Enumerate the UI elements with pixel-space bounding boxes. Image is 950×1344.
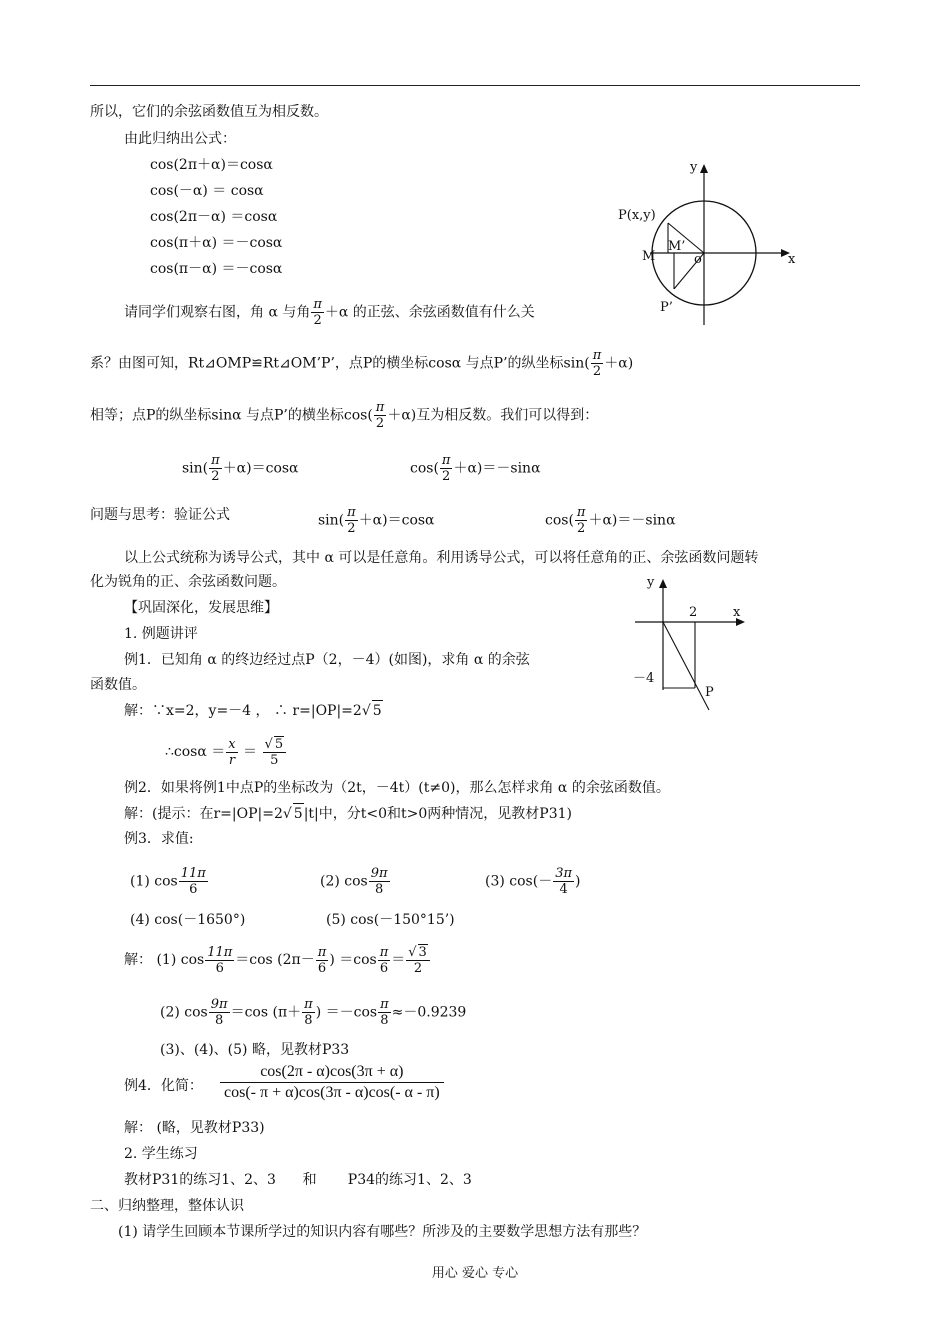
numerator: π (211, 453, 220, 468)
fraction (302, 997, 315, 1028)
radicand: 5 (274, 737, 284, 752)
denominator: 2 (347, 521, 356, 536)
result-formula-2 (410, 453, 541, 484)
numerator: 11π (180, 866, 206, 881)
formula: cos(2π－α) ＝cosα (150, 209, 278, 225)
text-span: ＋α)＝cosα (222, 460, 299, 477)
fraction-pi-over-2 (440, 453, 453, 484)
text-span: 请同学们观察右图，角 α 与角 (124, 304, 311, 321)
text-span: ＋α)＝－sinα (453, 460, 541, 477)
problem-3 (485, 866, 581, 897)
unit-circle-figure (610, 155, 810, 330)
fraction (369, 866, 390, 897)
formula: cos(π＋α) ＝－cosα (150, 235, 283, 251)
text-line: 由此归纳出公式： (124, 131, 236, 147)
answer-1: 解： (1) cos $\frac{11\pi}{6}$ ＝cos (2π－ $\frac{\pi}{6}$ ) ＝cos $\frac{\pi}{6}$ ＝ $\frac{√ 3}{2}$ (124, 944, 431, 976)
example-4-expression (220, 1062, 444, 1103)
figure1-x-label: x (788, 252, 796, 267)
text-line: 函数值。 (90, 677, 146, 693)
sqrt: √ 5 (362, 700, 383, 721)
text-span: ) (575, 873, 581, 890)
text-span: ) ＝－cos (315, 1004, 378, 1021)
numerator: π (379, 944, 389, 960)
text-span: (2) cos (160, 1004, 208, 1021)
text-line: (1) 请学生回顾本节课所学过的知识内容有哪些？所涉及的主要数学思想方法有那些？ (118, 1224, 647, 1240)
fraction (378, 997, 391, 1028)
denominator: 5 (270, 753, 279, 768)
header-rule (90, 85, 860, 86)
figure1-point-p: P(x,y) (618, 208, 656, 223)
fraction-sqrt5-over-5 (263, 736, 287, 768)
denominator: 2 (577, 521, 586, 536)
point-p-figure (625, 570, 775, 715)
numerator: π (375, 400, 385, 415)
fraction-pi-over-2 (374, 400, 387, 431)
radicand: 5 (293, 803, 304, 824)
denominator: 2 (211, 469, 220, 484)
question-label: 问题与思考：验证公式 (90, 507, 230, 523)
denominator: 6 (189, 882, 198, 897)
page-footer: 用心 爱心 专心 (431, 1266, 519, 1281)
text-line: 所以，它们的余弦函数值互为相反数。 (90, 104, 328, 120)
figure1-point-mp: M’ (668, 239, 686, 254)
problem-5: (5) cos(－150°15’) (326, 912, 455, 928)
text-line: 例3．求值: (124, 831, 194, 847)
text-span: 解： (1) cos (124, 952, 205, 968)
denominator: r (228, 752, 236, 768)
numerator: π (380, 997, 389, 1012)
numerator: 3π (555, 866, 573, 881)
text-span: ＋α)＝cosα (358, 512, 435, 529)
text-line: 教材P31的练习1、2、3 和 P34的练习1、2、3 (124, 1172, 472, 1188)
numerator: 9π (210, 997, 228, 1012)
observation-line (124, 297, 535, 328)
text-span: (1) cos (130, 873, 178, 890)
text-span: ∴cosα ＝ (165, 744, 226, 760)
text-line: 例1．已知角 α 的终边经过点P（2，－4）(如图)，求角 α 的余弦 (124, 652, 530, 668)
text-line: (3)、(4)、(5) 略，见教材P33 (160, 1042, 350, 1058)
answer-2 (160, 997, 466, 1028)
denominator: 2 (442, 469, 451, 484)
fraction (209, 997, 230, 1028)
text-span: 解：(提示：在r=|OP|=2 (124, 806, 283, 822)
denominator: 8 (304, 1013, 313, 1028)
figure1-point-pp: P’ (660, 300, 673, 315)
text-span: ≈－0.9239 (391, 1004, 467, 1021)
sqrt: √ 5 (283, 803, 304, 824)
numerator: √ 5 (263, 736, 287, 753)
formula: cos(π－α) ＝－cosα (150, 261, 283, 277)
denominator: cos(- π + α)cos(3π - α)cos(- α - π) (224, 1084, 440, 1101)
denominator: 2 (313, 313, 322, 328)
fraction-pi-over-2 (209, 453, 222, 484)
fraction-x-over-r (226, 737, 237, 768)
numerator: 9π (370, 866, 388, 881)
text-line: 化为锐角的正、余弦函数问题。 (90, 574, 286, 590)
radicand: 3 (418, 945, 427, 960)
text-span: 相等；点P的纵坐标sinα 与点P’的横坐标cos( (90, 407, 373, 424)
figure2-tick-neg4: －4 (633, 671, 655, 686)
fraction-pi-over-2 (311, 297, 324, 328)
fraction (378, 945, 391, 976)
numerator: π (347, 505, 356, 520)
fraction (553, 866, 574, 897)
denominator: 8 (375, 882, 384, 897)
fraction-pi-over-2 (345, 505, 358, 536)
denominator: 8 (215, 1013, 224, 1028)
relation-line (90, 348, 633, 379)
numerator: π (304, 997, 313, 1012)
problem-4: (4) cos(－1650°) (130, 912, 246, 928)
problem-2 (320, 866, 391, 897)
text-span: 系？由图可知，Rt⊿OMP≌Rt⊿OM’P’，点P的横坐标cosα 与点P’的纵坐标sin( (90, 355, 590, 372)
denominator: 6 (215, 960, 224, 976)
numerator: 11π (207, 944, 233, 960)
numerator: √ 3 (406, 944, 430, 961)
text-span: sin( (318, 512, 345, 529)
text-line: 2. 学生练习 (124, 1146, 198, 1162)
text-span: ＋α 的正弦、余弦函数值有什么关 (324, 304, 535, 321)
denominator: 2 (413, 961, 423, 976)
fraction (316, 945, 329, 976)
text-span: |t|中，分t<0和t>0两种情况，见教材P31) (303, 806, 572, 822)
numerator: π (441, 453, 451, 468)
denominator: 6 (317, 960, 327, 976)
figure1-y-label: y (690, 160, 698, 175)
text-span: (2) cos (320, 873, 368, 890)
figure2-point-p: P (705, 685, 714, 700)
numerator: π (317, 944, 327, 960)
section-heading: 二、归纳整理，整体认识 (90, 1198, 244, 1214)
fraction (205, 945, 234, 976)
radicand: 5 (372, 700, 383, 721)
problem-1 (130, 866, 209, 897)
text-line: 例2．如果将例1中点P的坐标改为（2t，－4t）(t≠0)，那么怎样求角 α 的余弦函数值。 (124, 780, 670, 796)
section-heading: 【巩固深化，发展思维】 (124, 600, 278, 616)
numerator: x (228, 736, 236, 752)
figure2-x-label: x (733, 605, 741, 620)
denominator: 4 (559, 882, 568, 897)
text-line: 以上公式统称为诱导公式，其中 α 可以是任意角。利用诱导公式，可以将任意角的正、余弦函数问题转 (124, 550, 759, 566)
figure1-origin: o (694, 252, 702, 267)
figure2-y-label: y (647, 575, 655, 590)
numerator: π (313, 297, 322, 312)
formula: cos(2π＋α)＝cosα (150, 157, 273, 173)
solution-line (124, 700, 383, 721)
denominator: 8 (380, 1013, 389, 1028)
text-span: (3) cos(－ (485, 873, 553, 890)
question-formula-1 (318, 505, 435, 536)
denominator: 2 (375, 416, 385, 431)
figure2-tick-2: 2 (689, 605, 698, 620)
text-span: ＝cos (2π－ (235, 952, 315, 968)
text-line: 解： (略，见教材P33) (124, 1120, 265, 1136)
fraction-pi-over-2 (591, 348, 604, 379)
fraction (179, 866, 208, 897)
question-formula-2 (545, 505, 676, 536)
denominator: 2 (592, 364, 602, 379)
text-line (124, 803, 572, 824)
equality-line (90, 400, 598, 431)
text-span: sin( (182, 460, 209, 477)
numerator: π (592, 348, 602, 363)
numerator: π (576, 505, 586, 520)
figure1-point-m: M (642, 249, 656, 264)
formula: cos(－α) ＝ cosα (150, 183, 264, 199)
solution-line: ∴cosα ＝ $\frac{x}{r}$ ＝ $\frac{√ 5}{5}$ (165, 736, 287, 768)
text-span: ) ＝cos (329, 952, 377, 968)
numerator: cos(2π - α)cos(3π + α) (220, 1062, 444, 1083)
example-4-label: 例4．化简： (124, 1078, 203, 1094)
text-span: 解：∵x=2，y=－4 ， ∴ r=|OP|=2 (124, 703, 362, 719)
text-span: ＋α)互为相反数。我们可以得到： (387, 407, 599, 424)
fraction-sqrt3-over-2 (406, 944, 430, 976)
text-line: 1. 例题讲评 (124, 626, 198, 642)
result-formula-1 (182, 453, 299, 484)
text-span: ＋α)＝－sinα (588, 512, 676, 529)
fraction-pi-over-2 (575, 505, 588, 536)
denominator: 6 (379, 960, 389, 976)
text-span: cos( (545, 512, 574, 529)
text-span: cos( (410, 460, 439, 477)
text-span: ＋α) (604, 355, 634, 372)
text-span: ＝cos (π＋ (230, 1004, 302, 1021)
